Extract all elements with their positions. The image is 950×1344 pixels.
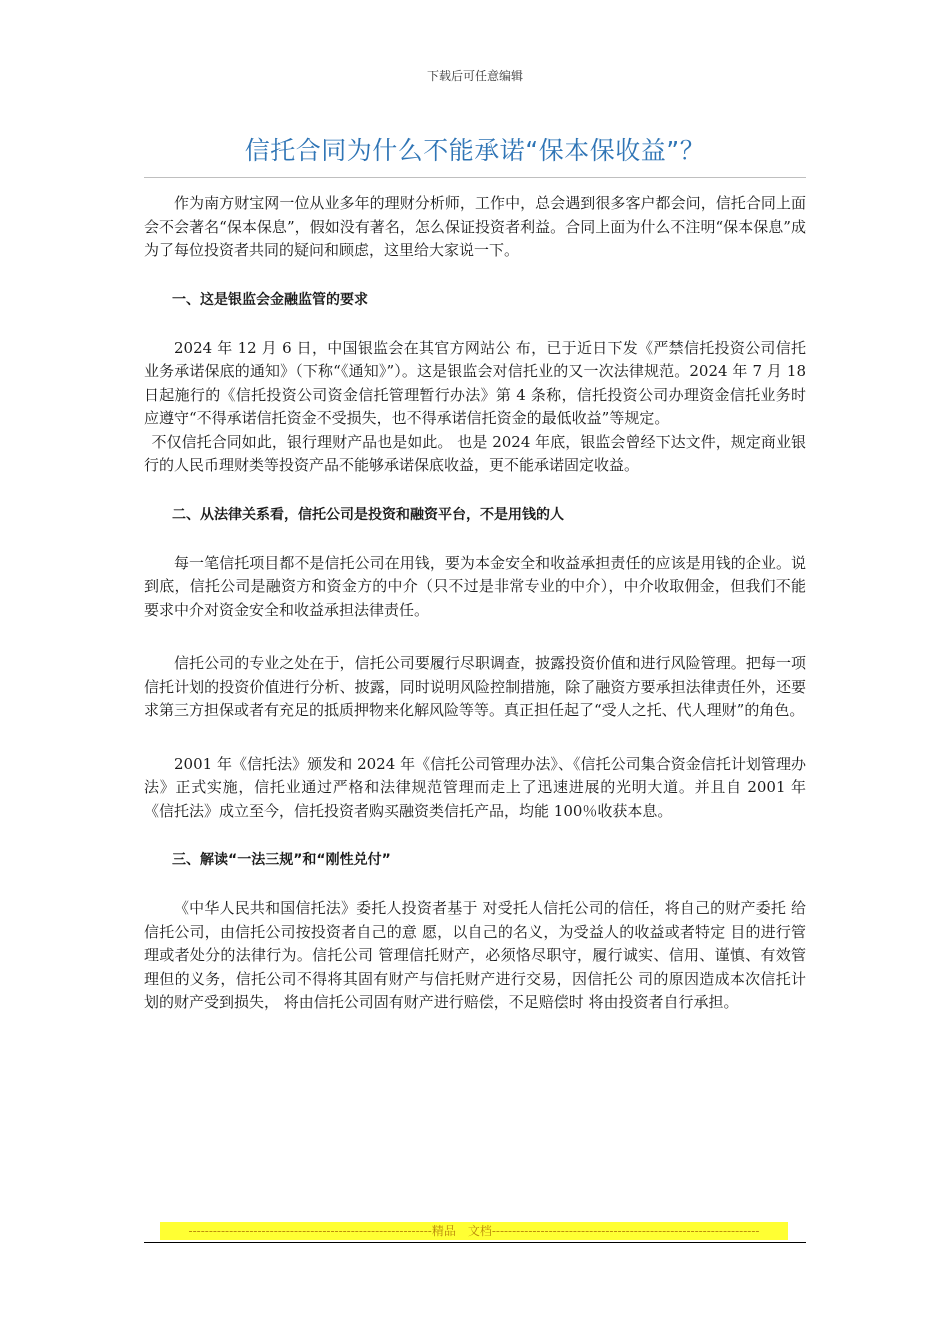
header-note: 下载后可任意编辑 bbox=[426, 69, 523, 83]
section-2-heading: 二、从法律关系看，信托公司是投资和融资平台，不是用钱的人 bbox=[172, 506, 564, 523]
section-3-heading: 三、解读“一法三规”和“刚性兑付” bbox=[172, 852, 391, 868]
section-3-paragraph: 《中华人民共和国信托法》委托人投资者基于 对受托人信托公司的信任，将自己的财产委托 给信托公司，由信托公司按投资者自己的意 愿，以自己的名义，为受益人的收益或者特定 目的进行管理或者处分的法律行为。信托公司 管理信托财产，必须恪尽职守，履行诚实、信用、谨慎、有效管理但的义务，信托公司不得将其固有财产与信托财产进行交易，因信托公 司的原因造成本次信托计划的财产受到损失， 将由信托公司固有财产进行赔偿，不足赔偿时 将由投资者自行承担。 bbox=[144, 899, 806, 1011]
section-2-paragraph: 每一笔信托项目都不是信托公司在用钱，要为本金安全和收益承担责任的应该是用钱的企业。说到底，信托公司是融资方和资金方的中介（只不过是非常专业的中介），中介收取佣金，但我们不能要求中介对资金安全和收益承担法律责任。 bbox=[144, 553, 806, 619]
footer-banner: ------------------------------------------------------------精品 文档------------------------------------------------------------------ bbox=[160, 1222, 788, 1240]
section-1-paragraph: 不仅信托合同如此，银行理财产品也是如此。 也是 2024 年底，银监会曾经下达文件，规定商业银行的人民币理财类等投资产品不能够承诺保底收益，更不能承诺固定收益。 bbox=[144, 432, 806, 474]
intro-paragraph: 作为南方财宝网一位从业多年的理财分析师，工作中，总会遇到很多客户都会问，信托合同上面会不会著名“保本保息”，假如没有著名，怎么保证投资者利益。合同上面为什么不注明“保本保息”成为了每位投资者共同的疑问和顾虑，这里给大家说一下。 bbox=[144, 194, 806, 259]
footer-divider bbox=[144, 1242, 806, 1243]
document-body bbox=[144, 192, 806, 1015]
document-title: 信托合同为什么不能承诺“保本保收益”？ bbox=[244, 136, 706, 165]
section-2-paragraph: 信托公司的专业之处在于，信托公司要履行尽职调查，披露投资价值和进行风险管理。把每一项信托计划的投资价值进行分析、披露，同时说明风险控制措施，除了融资方要承担法律责任外，还要求第三方担保或者有充足的抵质押物来化解风险等等。真正担任起了“受人之托、代人理财”的角色。 bbox=[144, 654, 806, 719]
section-2-paragraph: 2001 年《信托法》颁发和 2024 年《信托公司管理办法》、《信托公司集合资金信托计划管理办法》正式实施，信托业通过严格和法律规范管理而走上了迅速进展的光明大道。并且自 2001 年《信托法》成立至今，信托投资者购买融资类信托产品，均能 100％收获本息。 bbox=[144, 754, 806, 820]
section-1-paragraph: 2024 年 12 月 6 日，中国银监会在其官方网站公 布，已于近日下发《严禁信托投资公司信托业务承诺保底的通知》（下称“《通知》”）。这是银监会对信托业的又一次法律规范。2024 年 7 月 18 日起施行的《信托投资公司资金信托管理暂行办法》第 4 条称，信托投资公司办理资金信托业务时应遵守“不得承诺信托资金不受损失，也不得承诺信托资金的最低收益”等规定。 bbox=[144, 338, 806, 427]
section-1-heading: 一、这是银监会金融监管的要求 bbox=[172, 291, 368, 308]
title-divider bbox=[144, 177, 806, 178]
